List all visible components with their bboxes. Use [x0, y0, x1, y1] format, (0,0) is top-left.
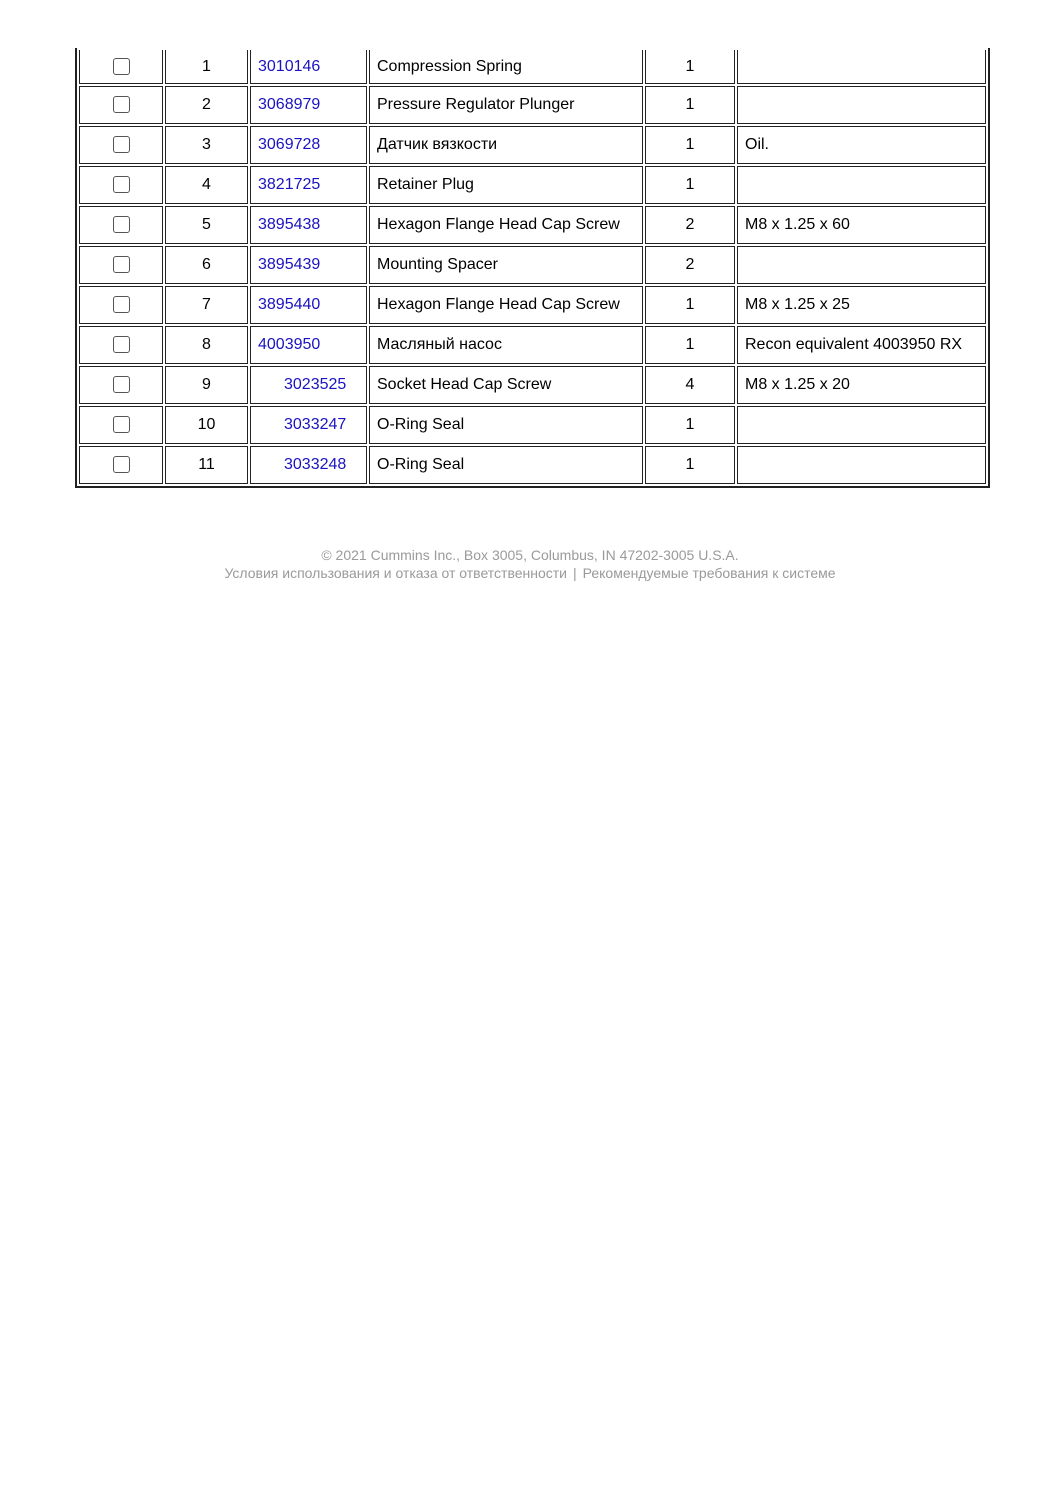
- row-select-checkbox[interactable]: [113, 216, 130, 233]
- item-number: 8: [165, 326, 248, 364]
- footer-separator: |: [573, 565, 577, 581]
- part-description: Retainer Plug: [369, 166, 643, 204]
- quantity: 1: [645, 166, 735, 204]
- notes: Oil.: [737, 126, 986, 164]
- item-number: 10: [165, 406, 248, 444]
- select-cell: [79, 446, 163, 484]
- part-number-link[interactable]: 3033248: [284, 456, 347, 473]
- part-number-link[interactable]: 3895439: [258, 256, 321, 273]
- part-number-link[interactable]: 3068979: [258, 96, 321, 113]
- part-description: O-Ring Seal: [369, 406, 643, 444]
- part-number-cell: [250, 206, 367, 244]
- select-cell: [79, 326, 163, 364]
- quantity: 1: [645, 446, 735, 484]
- part-description: Mounting Spacer: [369, 246, 643, 284]
- quantity: 2: [645, 206, 735, 244]
- select-cell: [79, 126, 163, 164]
- item-number: 5: [165, 206, 248, 244]
- part-number-cell: [250, 326, 367, 364]
- notes: M8 x 1.25 x 60: [737, 206, 986, 244]
- notes: [737, 446, 986, 484]
- part-number-cell: [250, 86, 367, 124]
- copyright-text: © 2021 Cummins Inc., Box 3005, Columbus, IN 47202-3005 U.S.A.: [321, 547, 739, 563]
- part-number-cell: [250, 126, 367, 164]
- part-number-cell: [250, 286, 367, 324]
- part-number-cell: [250, 50, 367, 84]
- table-row: [79, 446, 986, 484]
- table-row: [79, 126, 986, 164]
- notes: M8 x 1.25 x 20: [737, 366, 986, 404]
- table-row: [79, 206, 986, 244]
- table-row: [79, 86, 986, 124]
- notes: Recon equivalent 4003950 RX: [737, 326, 986, 364]
- quantity: 4: [645, 366, 735, 404]
- parts-table: [75, 48, 990, 488]
- notes: M8 x 1.25 x 25: [737, 286, 986, 324]
- system-requirements-link[interactable]: Рекомендуемые требования к системе: [582, 565, 836, 581]
- part-number-cell: [250, 166, 367, 204]
- table-row: [79, 366, 986, 404]
- part-number-link[interactable]: 4003950: [258, 336, 321, 353]
- select-cell: [79, 406, 163, 444]
- item-number: 3: [165, 126, 248, 164]
- parts-list: [75, 48, 986, 488]
- part-number-link[interactable]: 3821725: [258, 176, 321, 193]
- row-select-checkbox[interactable]: [113, 136, 130, 153]
- part-description: Hexagon Flange Head Cap Screw: [369, 286, 643, 324]
- select-cell: [79, 366, 163, 404]
- row-select-checkbox[interactable]: [113, 58, 130, 75]
- item-number: 2: [165, 86, 248, 124]
- table-row: [79, 166, 986, 204]
- part-number-cell: [250, 366, 367, 404]
- quantity: 1: [645, 286, 735, 324]
- part-description: Socket Head Cap Screw: [369, 366, 643, 404]
- select-cell: [79, 246, 163, 284]
- quantity: 1: [645, 50, 735, 84]
- select-cell: [79, 286, 163, 324]
- row-select-checkbox[interactable]: [113, 456, 130, 473]
- row-select-checkbox[interactable]: [113, 296, 130, 313]
- row-select-checkbox[interactable]: [113, 336, 130, 353]
- part-number-link[interactable]: 3023525: [284, 376, 347, 393]
- item-number: 1: [165, 50, 248, 84]
- footer-links: [0, 564, 1060, 582]
- row-select-checkbox[interactable]: [113, 416, 130, 433]
- notes: [737, 166, 986, 204]
- table-row: [79, 246, 986, 284]
- part-number-cell: [250, 406, 367, 444]
- quantity: 1: [645, 86, 735, 124]
- row-select-checkbox[interactable]: [113, 376, 130, 393]
- part-number-link[interactable]: 3895440: [258, 296, 321, 313]
- notes: [737, 50, 986, 84]
- item-number: 7: [165, 286, 248, 324]
- part-number-link[interactable]: 3033247: [284, 416, 347, 433]
- select-cell: [79, 50, 163, 84]
- quantity: 1: [645, 406, 735, 444]
- table-row: [79, 406, 986, 444]
- part-number-cell: [250, 446, 367, 484]
- part-number-link[interactable]: 3895438: [258, 216, 321, 233]
- part-description: Датчик вязкости: [369, 126, 643, 164]
- row-select-checkbox[interactable]: [113, 96, 130, 113]
- quantity: 1: [645, 326, 735, 364]
- item-number: 6: [165, 246, 248, 284]
- table-row: [79, 50, 986, 84]
- notes: [737, 406, 986, 444]
- item-number: 9: [165, 366, 248, 404]
- row-select-checkbox[interactable]: [113, 256, 130, 273]
- part-description: Compression Spring: [369, 50, 643, 84]
- page-footer: [0, 546, 1060, 582]
- part-number-link[interactable]: 3010146: [258, 57, 321, 75]
- select-cell: [79, 86, 163, 124]
- part-number-cell: [250, 246, 367, 284]
- item-number: 11: [165, 446, 248, 484]
- terms-link[interactable]: Условия использования и отказа от ответственности: [224, 565, 567, 581]
- part-description: Hexagon Flange Head Cap Screw: [369, 206, 643, 244]
- quantity: 2: [645, 246, 735, 284]
- part-description: Масляный насос: [369, 326, 643, 364]
- table-row: [79, 326, 986, 364]
- notes: [737, 246, 986, 284]
- part-description: Pressure Regulator Plunger: [369, 86, 643, 124]
- select-cell: [79, 206, 163, 244]
- select-cell: [79, 166, 163, 204]
- notes: [737, 86, 986, 124]
- item-number: 4: [165, 166, 248, 204]
- parts-table-body: [79, 50, 986, 484]
- row-select-checkbox[interactable]: [113, 176, 130, 193]
- part-number-link[interactable]: 3069728: [258, 136, 321, 153]
- quantity: 1: [645, 126, 735, 164]
- part-description: O-Ring Seal: [369, 446, 643, 484]
- table-row: [79, 286, 986, 324]
